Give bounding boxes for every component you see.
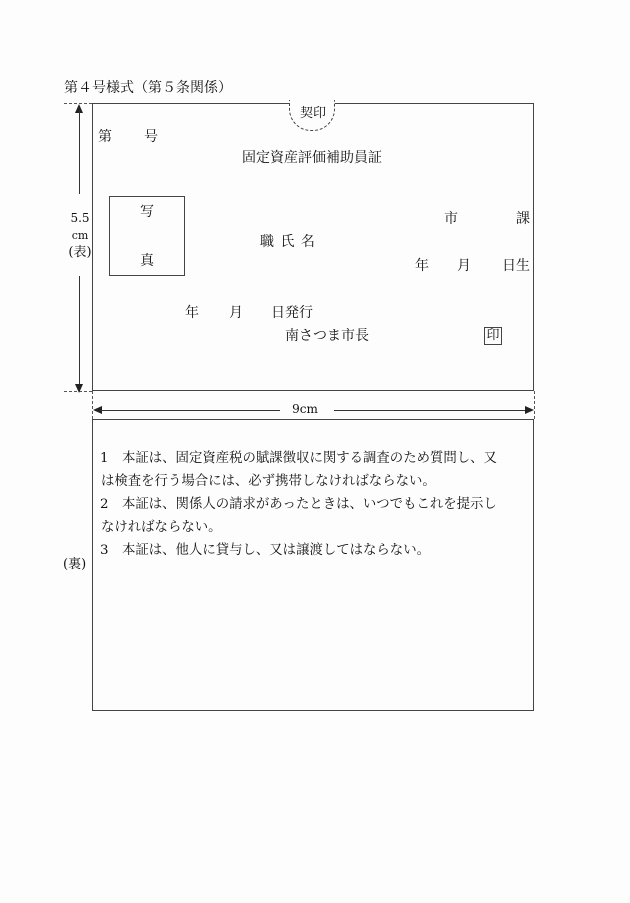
job-name: 職 氏 名 [260,234,315,250]
number-dai: 第 [98,129,112,145]
dim-left-guide [92,391,93,419]
birth-day: 日生 [502,258,530,274]
note-1-number: 1 [100,451,109,466]
card-title: 固定資産評価補助員証 [242,150,382,166]
number-go: 号 [144,129,158,145]
photo-label-1: 写 [140,204,154,220]
issue-year: 年 [185,305,199,321]
form-title: 第４号様式（第５条関係） [64,80,232,96]
arrow-right-icon [525,406,534,414]
arrow-down-icon [75,384,83,393]
note-3-number: 3 [100,543,109,558]
front-label: (表) [68,245,92,260]
dim-vline-bottom [79,276,80,386]
width-value: 9cm [292,402,318,416]
note-3-line1: 本証は、他人に貸与し、又は譲渡してはならない。 [122,543,430,558]
seal-box: 印 [484,327,502,345]
note-1-line1: 本証は、固定資産税の賦課徴収に関する調査のため質問し、又 [122,451,497,466]
dept-section: 課 [516,211,530,227]
dim-right-guide [534,391,535,419]
issue-day: 日発行 [271,305,313,321]
dim-hline-right [334,410,526,411]
dim-hline-left [100,410,280,411]
note-2-line1: 本証は、関係人の請求があったときは、いつでもこれを提示し [122,497,497,512]
back-label: (裏) [63,557,87,572]
tally-seal-label: 契印 [300,106,327,121]
photo-label-2: 真 [140,253,154,269]
birth-year: 年 [415,258,429,274]
note-2-number: 2 [100,497,109,512]
dept-city: 市 [444,211,458,227]
dim-vline-top [79,110,80,194]
note-2-line2: なければならない。 [101,520,222,535]
height-unit: cm [71,229,89,242]
issuer: 南さつま市長 [285,328,369,344]
birth-month: 月 [457,258,471,274]
issue-month: 月 [229,305,243,321]
note-1-line2: は検査を行う場合には、必ず携帯しなければならない。 [101,474,436,489]
height-value: 5.5 [70,211,90,225]
